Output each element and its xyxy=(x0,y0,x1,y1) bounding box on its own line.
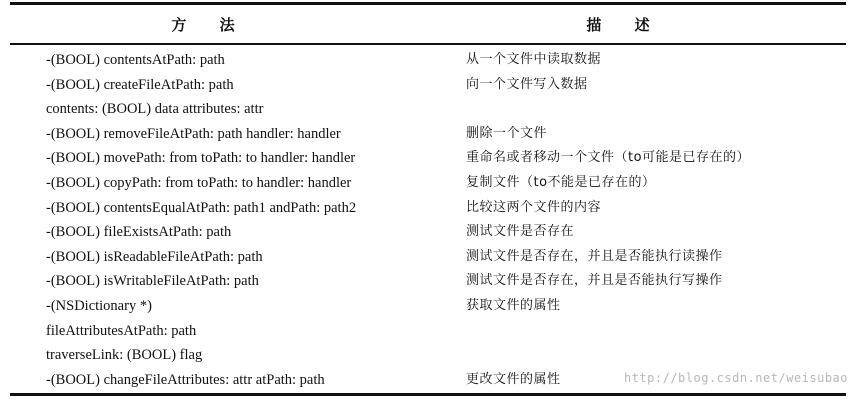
description-cell: 比较这两个文件的内容 xyxy=(466,199,602,215)
method-cell: -(NSDictionary *) xyxy=(46,297,152,314)
table-row xyxy=(0,50,862,75)
table-header-rule xyxy=(10,43,846,45)
description-cell: 重命名或者移动一个文件（to可能是已存在的） xyxy=(466,150,751,166)
table-bottom-rule xyxy=(10,393,846,396)
table-row xyxy=(0,148,862,173)
method-cell: -(BOOL) copyPath: from toPath: to handler: handler xyxy=(46,174,352,191)
table-row xyxy=(0,222,862,247)
description-cell: 测试文件是否存在，并且是否能执行写操作 xyxy=(466,273,723,289)
method-cell: -(BOOL) contentsEqualAtPath: path1 andPath: path2 xyxy=(46,199,357,216)
table-header xyxy=(10,10,846,40)
description-cell: 向一个文件写入数据 xyxy=(466,76,588,92)
method-cell: -(BOOL) fileExistsAtPath: path xyxy=(46,224,232,241)
table-row xyxy=(0,296,862,321)
method-cell: traverseLink: (BOOL) flag xyxy=(46,347,203,364)
table-row xyxy=(0,173,862,198)
table-row xyxy=(0,271,862,296)
table-top-rule xyxy=(10,2,846,5)
method-cell: -(BOOL) contentsAtPath: path xyxy=(46,52,225,68)
method-cell: -(BOOL) changeFileAttributes: attr atPath: path xyxy=(46,371,325,388)
table-row xyxy=(0,345,862,370)
table-row xyxy=(0,321,862,346)
description-cell: 从一个文件中读取数据 xyxy=(466,52,602,67)
method-cell: -(BOOL) isReadableFileAtPath: path xyxy=(46,248,263,265)
description-cell: 测试文件是否存在，并且是否能执行读操作 xyxy=(466,248,723,264)
table-row xyxy=(0,124,862,149)
watermark-text: http://blog.csdn.net/weisubao xyxy=(623,371,848,385)
table-body xyxy=(0,50,862,394)
table-row xyxy=(0,198,862,223)
table-row xyxy=(0,75,862,100)
description-cell: 删除一个文件 xyxy=(466,125,548,141)
method-cell: contents: (BOOL) data attributes: attr xyxy=(46,101,264,118)
method-cell: -(BOOL) createFileAtPath: path xyxy=(46,76,234,93)
description-cell: 更改文件的属性 xyxy=(466,371,561,387)
method-cell: -(BOOL) isWritableFileAtPath: path xyxy=(46,273,259,290)
header-method: 方 法 xyxy=(171,16,249,34)
method-cell: -(BOOL) movePath: from toPath: to handler: handler xyxy=(46,150,356,167)
description-cell: 复制文件（to不能是已存在的） xyxy=(466,174,656,190)
header-description: 描 述 xyxy=(586,16,664,34)
table-row xyxy=(0,247,862,272)
description-cell: 测试文件是否存在 xyxy=(466,224,575,240)
method-cell: -(BOOL) removeFileAtPath: path handler: handler xyxy=(46,125,341,142)
description-cell: 获取文件的属性 xyxy=(466,297,561,313)
method-cell: fileAttributesAtPath: path xyxy=(46,322,197,339)
table-row xyxy=(0,99,862,124)
